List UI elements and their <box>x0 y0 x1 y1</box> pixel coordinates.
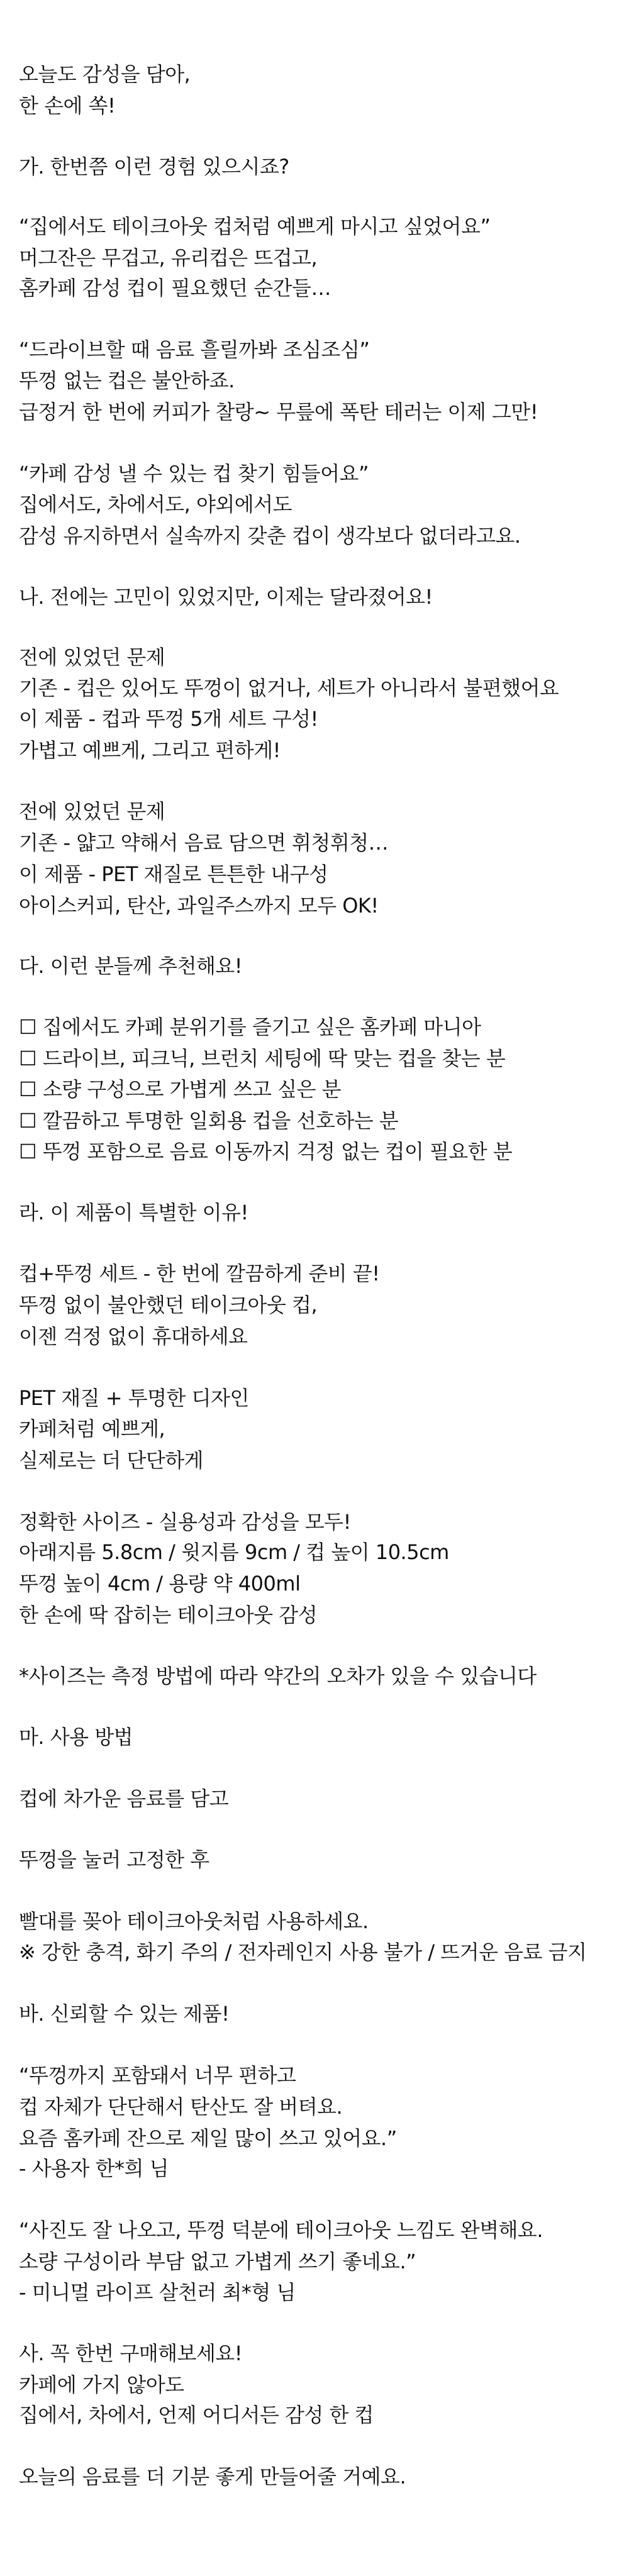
text-line: 카페처럼 예쁘게, <box>19 1417 165 1441</box>
text-line: 기존 - 얇고 약해서 음료 담으면 휘청휘청… <box>19 831 389 855</box>
text-line: 집에서도, 차에서도, 야외에서도 <box>19 492 292 516</box>
intro-line-1: 오늘도 감성을 담아, <box>19 62 191 86</box>
text-line: 컵+뚜껑 세트 - 한 번에 깔끔하게 준비 끝! <box>19 1262 380 1285</box>
text-line: 가볍고 예쁘게, 그리고 편하게! <box>19 738 281 762</box>
problem-heading: 전에 있었던 문제 <box>19 799 165 823</box>
section-heading-c: 다. 이런 분들께 추천해요! <box>19 954 243 978</box>
checklist-item: ☐ 드라이브, 피크닉, 브런치 세팅에 딱 맞는 컵을 찾는 분 <box>19 1046 506 1070</box>
text-line: 뚜껑 없는 컵은 불안하죠. <box>19 369 235 392</box>
text-line: PET 재질 + 투명한 디자인 <box>19 1386 249 1410</box>
intro-line-2: 한 손에 쏙! <box>19 94 116 118</box>
quote-line: “드라이브할 때 음료 흘릴까봐 조심조심” <box>19 338 370 362</box>
text-line: 아래지름 5.8cm / 윗지름 9cm / 컵 높이 10.5cm <box>19 1540 449 1564</box>
text-line: 머그잔은 무겁고, 유리컵은 뜨겁고, <box>19 246 318 270</box>
problem-heading: 전에 있었던 문제 <box>19 645 165 669</box>
checklist-item: ☐ 뚜껑 포함으로 음료 이동까지 걱정 없는 컵이 필요한 분 <box>19 1140 513 1163</box>
quote-line: “카페 감성 낼 수 있는 컵 찾기 힘들어요” <box>19 462 369 486</box>
checklist-item: ☐ 깔끔하고 투명한 일회용 컵을 선호하는 분 <box>19 1109 399 1133</box>
review-line: 소량 구성이라 부담 없고 가볍게 쓰기 좋네요.” <box>19 2250 416 2273</box>
text-line: 한 손에 딱 잡히는 테이크아웃 감성 <box>19 1603 318 1627</box>
closing-line: 오늘의 음료를 더 기분 좋게 만들어줄 거예요. <box>19 2465 406 2489</box>
text-line: 이 제품 - 컵과 뚜껑 5개 세트 구성! <box>19 707 318 731</box>
text-line: 뚜껑 높이 4cm / 용량 약 400ml <box>19 1572 301 1596</box>
review-line: 컵 자체가 단단해서 탄산도 잘 버텨요. <box>19 2095 343 2119</box>
usage-step: 뚜껑을 눌러 고정한 후 <box>19 1848 209 1872</box>
text-line: 이젠 걱정 없이 휴대하세요 <box>19 1324 248 1348</box>
text-line: 아이스커피, 탄산, 과일주스까지 모두 OK! <box>19 894 379 918</box>
caution-note: ※ 강한 충격, 화기 주의 / 전자레인지 사용 불가 / 뜨거운 음료 금지 <box>19 1940 587 1964</box>
section-heading-d: 라. 이 제품이 특별한 이유! <box>19 1201 248 1224</box>
text-line: 이 제품 - PET 재질로 튼튼한 내구성 <box>19 862 328 886</box>
quote-line: “집에서도 테이크아웃 컵처럼 예쁘게 마시고 싶었어요” <box>19 214 491 238</box>
text-line: 기존 - 컵은 있어도 뚜껑이 없거나, 세트가 아니라서 불편했어요 <box>19 676 559 700</box>
section-heading-e: 마. 사용 방법 <box>19 1725 133 1749</box>
section-heading-f: 바. 신뢰할 수 있는 제품! <box>19 2002 230 2026</box>
checklist-item: ☐ 소량 구성으로 가볍게 쓰고 싶은 분 <box>19 1077 341 1101</box>
text-line: 실제로는 더 단단하게 <box>19 1448 204 1472</box>
section-heading-g: 사. 꼭 한번 구매해보세요! <box>19 2341 243 2365</box>
review-line: 요즘 홈카페 잔으로 제일 많이 쓰고 있어요.” <box>19 2126 397 2150</box>
text-line: 뚜껑 없이 불안했던 테이크아웃 컵, <box>19 1293 318 1317</box>
review-author: - 미니멀 라이프 살천러 최*형 님 <box>19 2280 296 2304</box>
size-note: *사이즈는 측정 방법에 따라 약간의 오차가 있을 수 있습니다 <box>19 1664 537 1688</box>
text-line: 홈카페 감성 컵이 필요했던 순간들… <box>19 276 331 300</box>
section-heading-a: 가. 한번쯤 이런 경험 있으시죠? <box>19 155 289 179</box>
section-heading-b: 나. 전에는 고민이 있었지만, 이제는 달라졌어요! <box>19 585 433 609</box>
usage-step: 컵에 차가운 음료를 담고 <box>19 1787 229 1811</box>
text-line: 감성 유지하면서 실속까지 갖춘 컵이 생각보다 없더라고요. <box>19 524 521 548</box>
usage-step: 빨대를 꽂아 테이크아웃처럼 사용하세요. <box>19 1909 369 1933</box>
text-line: 정확한 사이즈 - 실용성과 감성을 모두! <box>19 1510 351 1534</box>
review-line: “뚜껑까지 포함돼서 너무 편하고 <box>19 2063 296 2087</box>
review-line: “사진도 잘 나오고, 뚜껑 덕분에 테이크아웃 느낌도 완벽해요. <box>19 2218 543 2242</box>
checklist-item: ☐ 집에서도 카페 분위기를 즐기고 싶은 홈카페 마니아 <box>19 1015 481 1039</box>
text-line: 급정거 한 번에 커피가 찰랑~ 무릎에 폭탄 테러는 이제 그만! <box>19 400 538 424</box>
text-line: 카페에 가지 않아도 <box>19 2373 184 2397</box>
review-author: - 사용자 한*희 님 <box>19 2157 169 2180</box>
text-line: 집에서, 차에서, 언제 어디서든 감성 한 컵 <box>19 2403 374 2427</box>
